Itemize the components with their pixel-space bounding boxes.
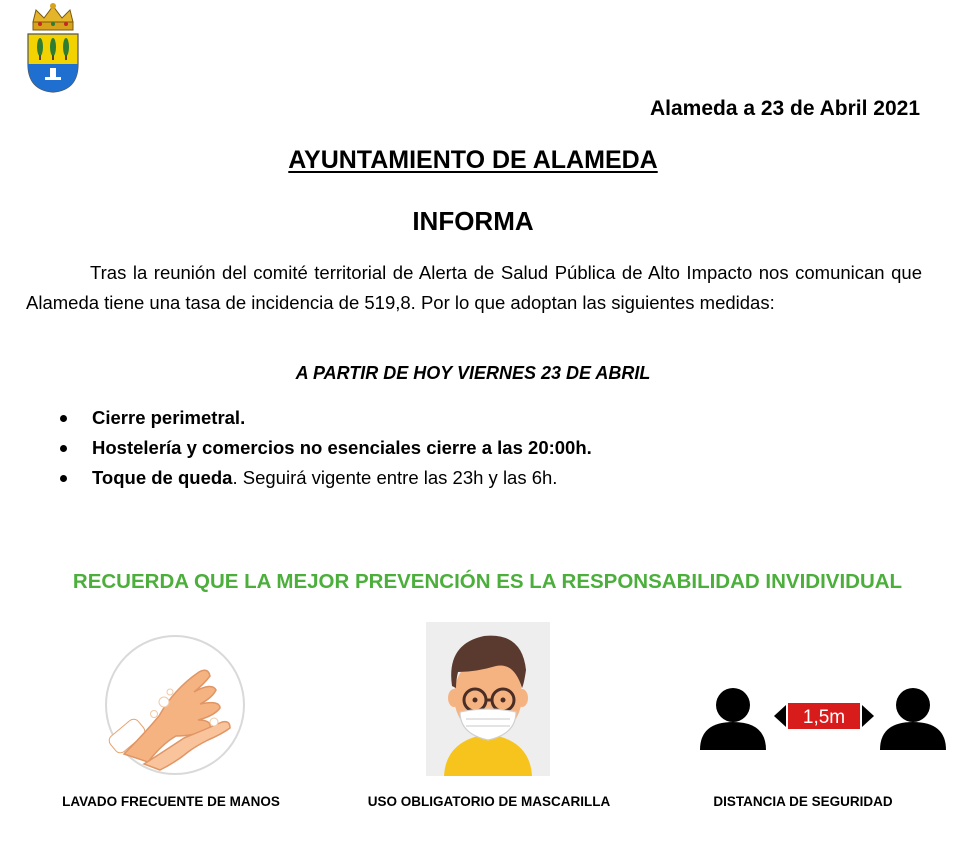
list-item: Cierre perimetral.	[56, 403, 592, 433]
page-title: AYUNTAMIENTO DE ALAMEDA	[288, 146, 658, 174]
measures-list	[56, 403, 592, 493]
prevention-reminder: RECUERDA QUE LA MEJOR PREVENCIÓN ES LA RESPONSABILIDAD INVIDIVIDUAL	[72, 570, 903, 593]
hand-washing-icon	[104, 634, 246, 776]
distance-label: 1,5m	[802, 707, 846, 728]
bullet-icon	[60, 445, 67, 452]
list-item: Toque de queda. Seguirá vigente entre las 23h y las 6h.	[56, 463, 592, 493]
bullet-icon	[60, 415, 67, 422]
caption-social-distance: DISTANCIA DE SEGURIDAD	[713, 794, 893, 809]
document-date: Alameda a 23 de Abril 2021	[649, 97, 920, 120]
caption-hand-washing: LAVADO FRECUENTE DE MANOS	[62, 794, 280, 809]
page-subtitle: INFORMA	[412, 206, 534, 236]
social-distance-icon	[698, 686, 950, 752]
effective-date-heading: A PARTIR DE HOY VIERNES 23 DE ABRIL	[295, 363, 651, 383]
caption-face-mask: USO OBLIGATORIO DE MASCARILLA	[367, 794, 611, 809]
face-mask-icon	[426, 622, 550, 776]
bullet-icon	[60, 475, 67, 482]
coat-of-arms-icon	[24, 2, 82, 94]
intro-paragraph: Tras la reunión del comité territorial de Alerta de Salud Pública de Alto Impacto nos comunican que Alameda tiene una tasa de incidencia de 519,8. Por lo que adoptan las siguientes medidas:	[26, 262, 922, 313]
list-item: Hostelería y comercios no esenciales cierre a las 20:00h.	[56, 433, 592, 463]
